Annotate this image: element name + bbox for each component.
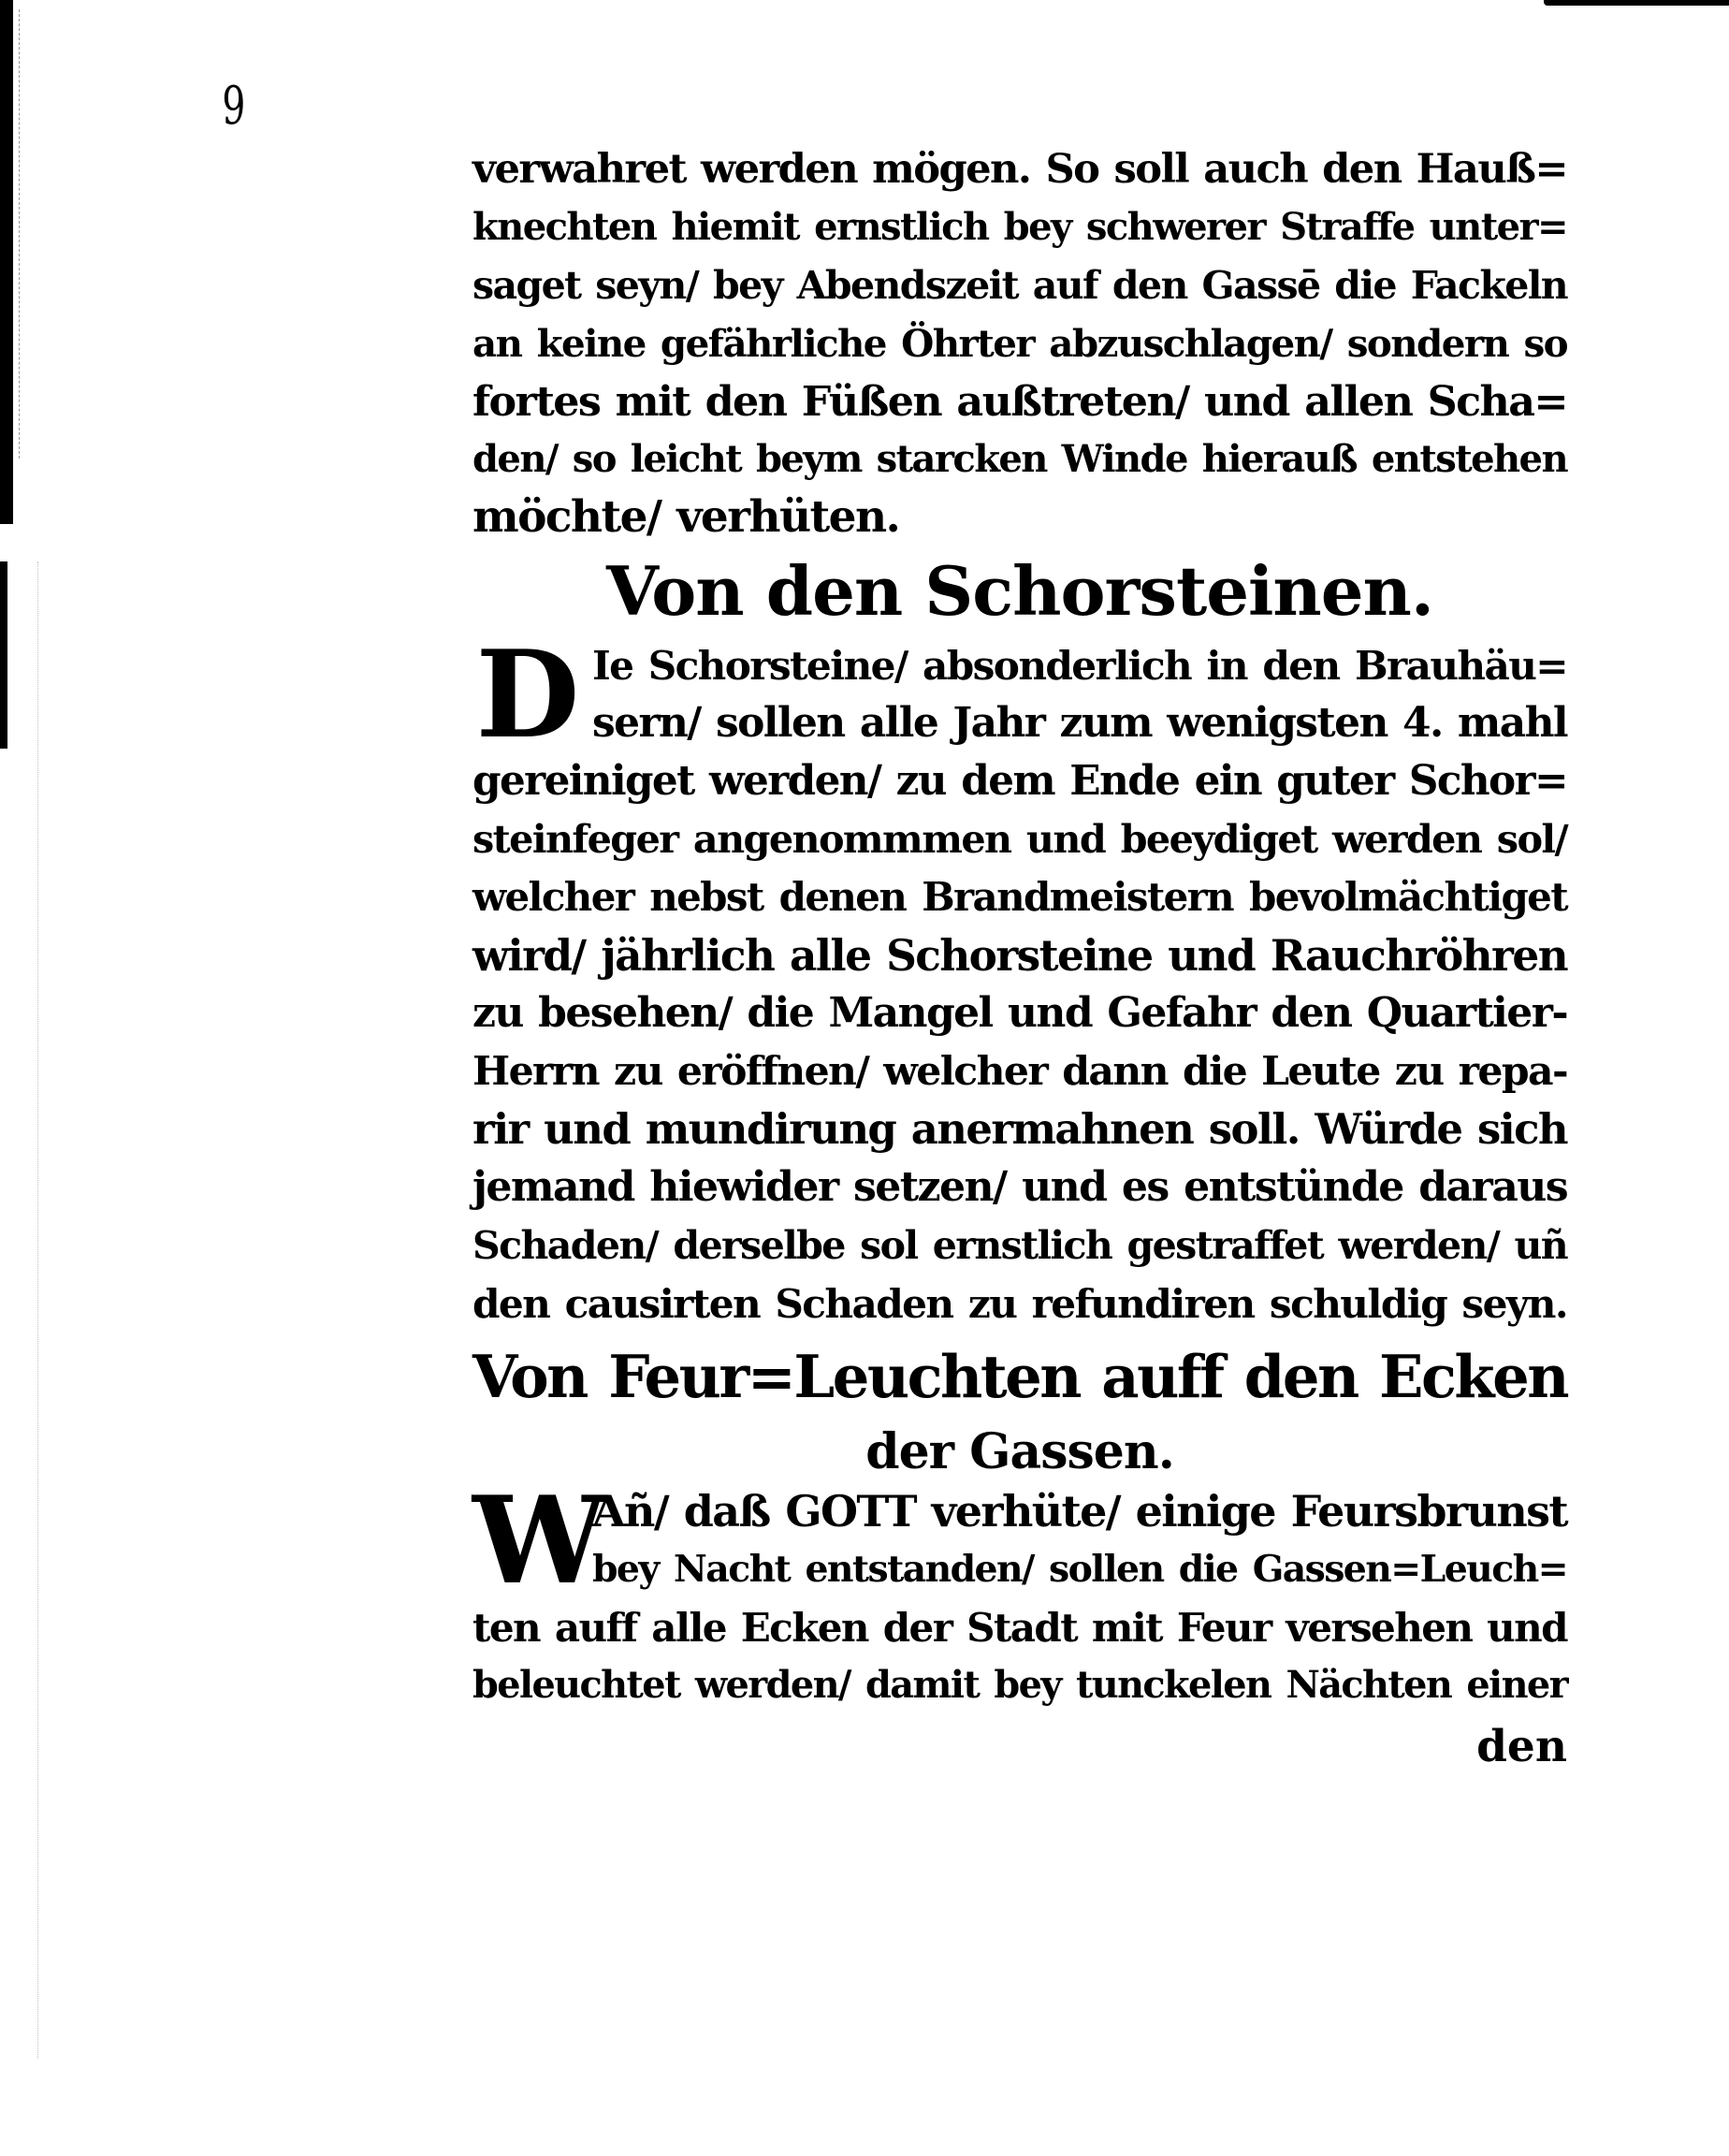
text-line: beleuchtet werden/ damit bey tunckelen Nächten einer	[472, 1664, 1567, 1707]
text-line: jemand hiewider setzen/ und es entstünde daraus	[472, 1163, 1567, 1211]
text-line: verwahret werden mögen. So soll auch den Hauß=	[472, 145, 1567, 193]
text-line: ten auff alle Ecken der Stadt mit Feur versehen und	[472, 1604, 1567, 1651]
scan-edge-left-lower	[0, 561, 7, 749]
text-line: steinfeger angenommmen und beeydiget werden sol/	[472, 816, 1567, 862]
text-line: welcher nebst denen Brandmeistern bevolmächtiget	[472, 874, 1567, 920]
chimneys-paragraph	[472, 625, 1567, 1333]
text-line: den/ so leicht beym starcken Winde hierauß entstehen	[472, 437, 1567, 481]
text-line: Schaden/ derselbe sol ernstlich gestraffet werden/ uñ	[472, 1222, 1567, 1268]
continuation-paragraph	[472, 140, 1567, 546]
catchword: den	[1476, 1721, 1567, 1772]
margin-bleed-through	[19, 9, 62, 459]
scan-edge-top	[1544, 0, 1729, 6]
section-heading-lanterns-line2: der Gassen.	[865, 1423, 1174, 1480]
drop-cap-d: D	[472, 640, 583, 750]
scan-edge-left	[0, 0, 13, 524]
text-line: knechten hiemit ernstlich bey schwerer Straffe unter=	[472, 205, 1567, 249]
text-line: möchte/ verhüten.	[472, 491, 900, 543]
margin-bleed-through-lower	[37, 561, 48, 2059]
text-line: an keine gefährliche Öhrter abzuschlagen/ sondern so	[472, 321, 1567, 366]
text-line: Ie Schorsteine/ absonderlich in den Brauhäu=	[592, 642, 1567, 689]
text-line: saget seyn/ bey Abendszeit auf den Gassē die Fackeln	[472, 262, 1567, 308]
text-line: rir und mundirung anermahnen soll. Würde sich	[472, 1104, 1567, 1154]
folio-mark: 9	[222, 76, 246, 137]
text-line: zu besehen/ die Mangel und Gefahr den Quartier-	[472, 989, 1567, 1037]
text-line: den causirten Schaden zu refundiren schuldig seyn.	[472, 1280, 1567, 1327]
text-line: Herrn zu eröffnen/ welcher dann die Leute zu repa-	[472, 1048, 1567, 1095]
drop-cap-w: W	[472, 1471, 607, 1611]
text-line: gereiniget werden/ zu dem Ende ein guter Schor=	[472, 757, 1567, 805]
text-line: bey Nacht entstanden/ sollen die Gassen=Leuch=	[592, 1548, 1567, 1591]
text-line: fortes mit den Füßen außtreten/ und allen Scha=	[472, 377, 1567, 426]
page-text-block	[472, 140, 1567, 1776]
section-heading-chimneys: Von den Schorsteinen.	[606, 551, 1433, 631]
section-heading-lanterns: Von Feur=Leuchten auff den Ecken	[472, 1343, 1567, 1411]
lanterns-paragraph	[472, 1471, 1567, 1714]
text-line: Añ/ daß GOTT verhüte/ einige Feursbrunst	[592, 1486, 1567, 1537]
text-line: wird/ jährlich alle Schorsteine und Rauchröhren	[472, 930, 1567, 981]
text-line: sern/ sollen alle Jahr zum wenigsten 4. mahl	[592, 699, 1567, 747]
